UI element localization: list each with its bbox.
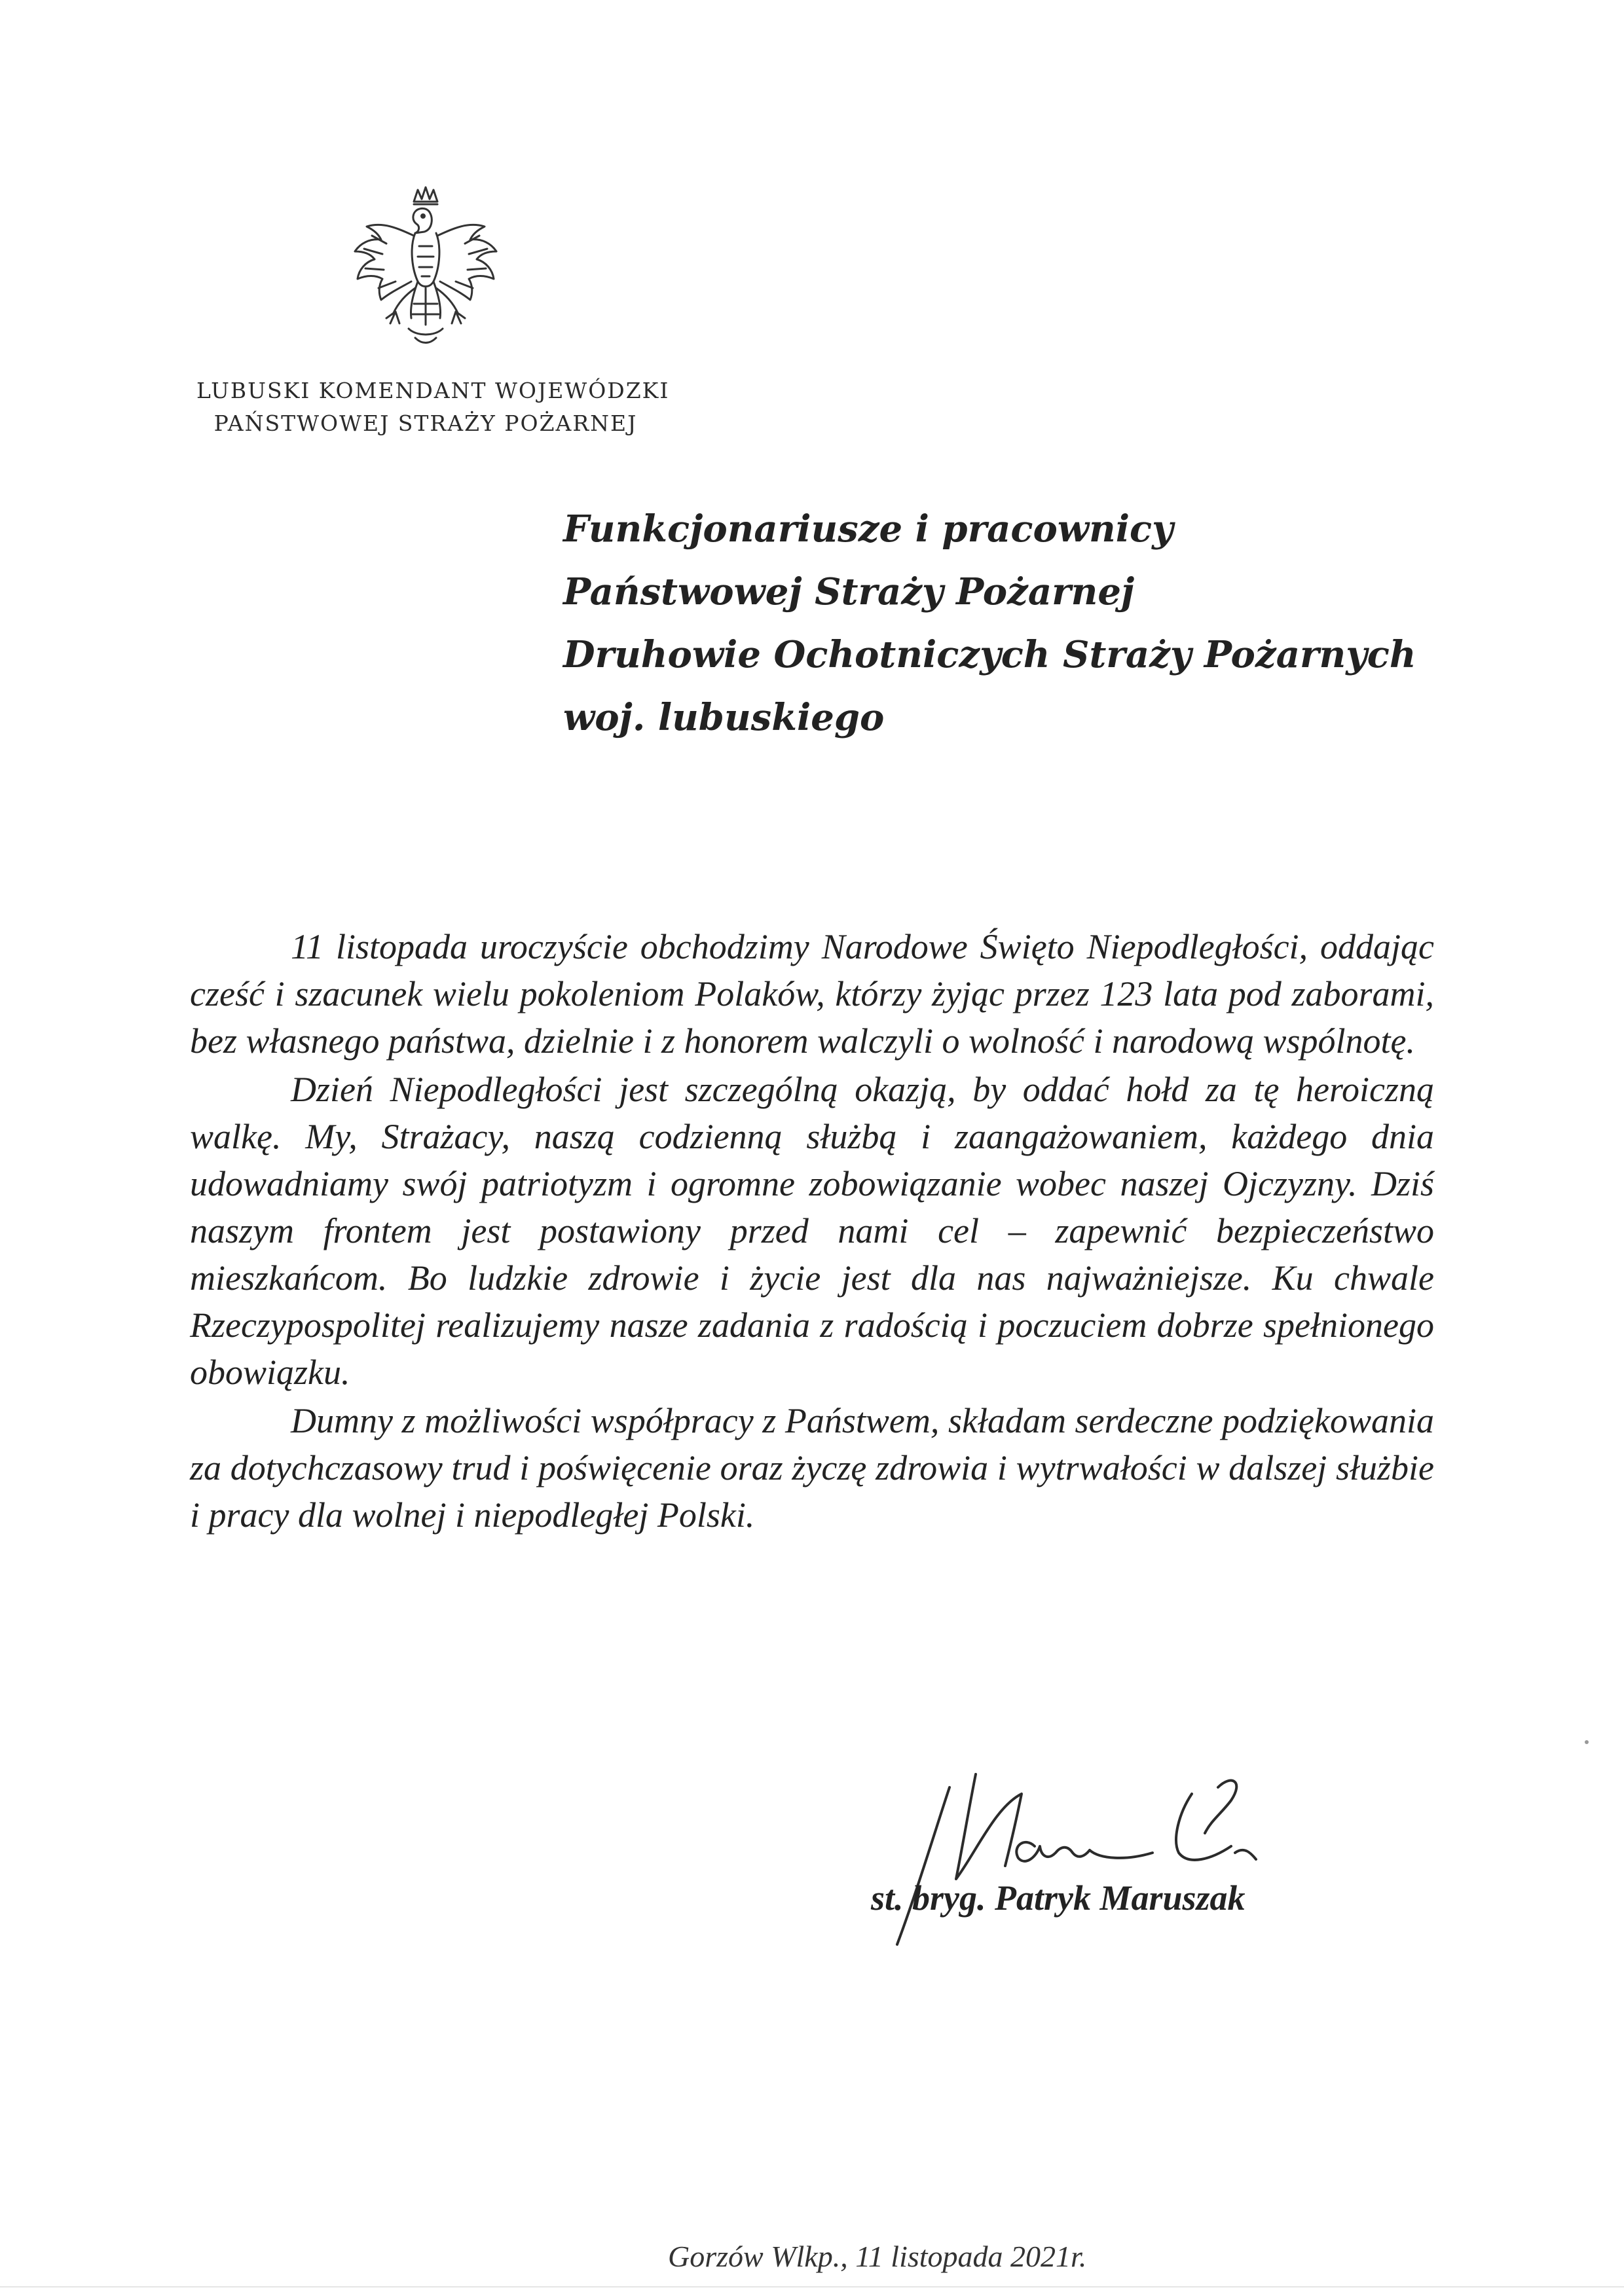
addressee-line: Druhowie Ochotniczych Straży Pożarnych	[563, 633, 1416, 676]
sender-line-1: LUBUSKI KOMENDANT WOJEWÓDZKI	[196, 378, 670, 403]
scan-speck	[1585, 1740, 1589, 1744]
scan-edge-line	[0, 2286, 1624, 2287]
signer-name: st. bryg. Patryk Maruszak	[871, 1878, 1246, 1918]
body-paragraph: 11 listopada uroczyście obchodzimy Narodowe Święto Niepodległości, oddając cześć i szacunek wielu pokoleniom Polaków, którzy żyjąc przez 123 lata pod zaborami, bez własnego państwa, dzielnie i z honorem walczyli o wolność i narodową wspólnotę.	[190, 927, 1434, 1061]
handwritten-signature-icon	[864, 1748, 1336, 1964]
body-paragraph: Dumny z możliwości współpracy z Państwem, składam serdeczne podziękowania za dotychczasowy trud i poświęcenie oraz życzę zdrowia i wytrwałości w dalszej służbie i pracy dla wolnej i niepodległej Polski.	[190, 1401, 1434, 1535]
polish-eagle-emblem-icon	[341, 183, 511, 354]
addressee-line: Państwowej Straży Pożarnej	[563, 570, 1135, 613]
addressee-line: Funkcjonariusze i pracownicy	[563, 507, 1173, 551]
letter-body	[190, 923, 1434, 1540]
place-and-date: Gorzów Wlkp., 11 listopada 2021r.	[668, 2240, 1087, 2273]
body-paragraph: Dzień Niepodległości jest szczególną okazją, by oddać hołd za tę heroiczną walkę. My, Strażacy, naszą codzienną służbą i zaangażowaniem, każdego dnia udowadniamy swój patriotyzm i ogromne zobowiązanie wobec naszej Ojczyzny. Dziś naszym frontem jest postawiony przed nami cel – zapewnić bezpieczeństwo mieszkańcom. Bo ludzkie zdrowie i życie jest dla nas najważniejsze. Ku chwale Rzeczypospolitej realizujemy nasze zadania z radością i poczuciem dobrze spełnionego obowiązku.	[190, 1070, 1434, 1392]
sender-line-2: PAŃSTWOWEJ STRAŻY POŻARNEJ	[213, 410, 638, 436]
addressee-line: woj. lubuskiego	[563, 696, 885, 739]
sender-header	[196, 374, 670, 440]
addressee-block	[563, 498, 1545, 749]
